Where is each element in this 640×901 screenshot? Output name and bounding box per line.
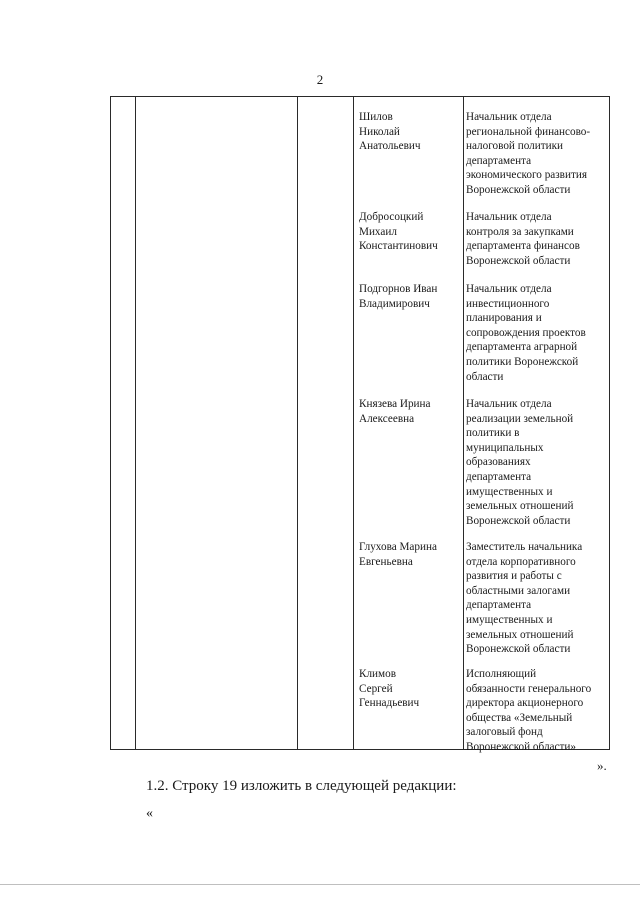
member-position: Начальник отдела региональной финансово- налоговой политики департамента экономического развития Воронежской области — [466, 111, 591, 196]
member-position: Начальник отдела контроля за закупками департамента финансов Воронежской области — [466, 211, 580, 267]
member-position: Заместитель начальника отдела корпоративного развития и работы с областными залогами департамента имущественных и земельных отношений Воронежской области — [466, 541, 583, 656]
member-name: Добросоцкий Михаил Константинович — [359, 211, 438, 253]
table-column-divider — [353, 97, 354, 749]
member-position: Начальник отдела инвестиционного планирования и сопровождения проектов департамента аграрной политики Воронежской области — [466, 283, 586, 383]
amendment-paragraph: 1.2. Строку 19 изложить в следующей редакции: — [146, 778, 457, 794]
table-column-divider — [297, 97, 298, 749]
table-column-divider — [135, 97, 136, 749]
member-name: Подгорнов Иван Владимирович — [359, 283, 438, 310]
opening-quote: « — [146, 806, 153, 821]
closing-quote: ». — [597, 758, 607, 773]
member-position: Начальник отдела реализации земельной политики в муниципальных образованиях департамента имущественных и земельных отношений Воронежской области — [466, 398, 574, 527]
member-name: Князева Ирина Алексеевна — [359, 398, 431, 425]
member-position: Исполняющий обязанности генерального директора акционерного общества «Земельный залоговый фонд Воронежской области» — [466, 668, 592, 753]
member-name: Глухова Марина Евгеньевна — [359, 541, 437, 568]
member-name: Шилов Николай Анатольевич — [359, 111, 421, 153]
table-column-divider — [463, 97, 464, 749]
member-name: Климов Сергей Геннадьевич — [359, 668, 420, 710]
page-bottom-edge — [0, 884, 640, 885]
page-number: 2 — [316, 72, 324, 87]
